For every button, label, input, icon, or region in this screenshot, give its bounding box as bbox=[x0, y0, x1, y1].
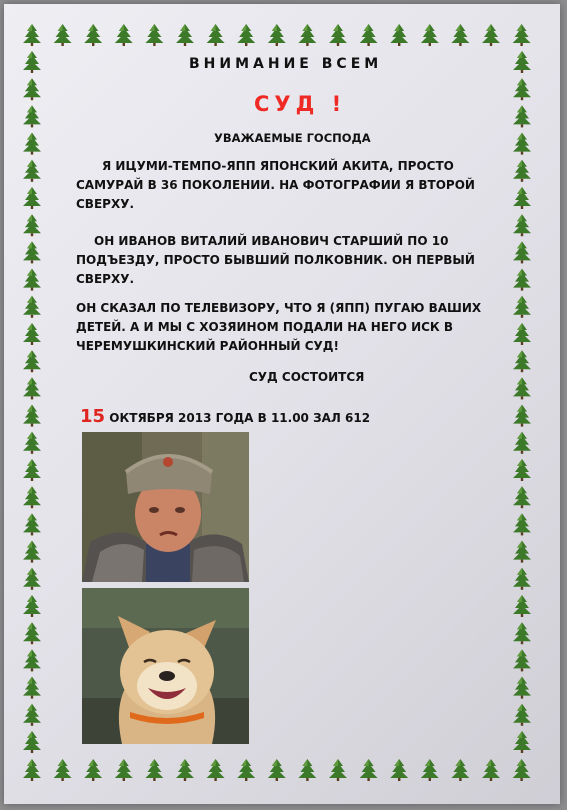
akita-dog-photo bbox=[82, 588, 249, 744]
tree-icon bbox=[23, 513, 41, 535]
greeting: УВАЖАЕМЫЕ ГОСПОДА bbox=[214, 131, 371, 145]
tree-icon bbox=[513, 704, 531, 726]
tree-icon bbox=[237, 24, 255, 46]
tree-icon bbox=[23, 486, 41, 508]
paragraph-2: ОН ИВАНОВ ВИТАЛИЙ ИВАНОВИЧ СТАРШИЙ ПО 10 ПОДЪЕЗДУ, ПРОСТО БЫВШИЙ ПОЛКОВНИК. ОН ПЕРВЫЙ СВЕРХУ. bbox=[76, 234, 475, 286]
tree-icon bbox=[23, 323, 41, 345]
tree-icon bbox=[23, 296, 41, 318]
tree-icon bbox=[207, 759, 225, 781]
tree-icon bbox=[23, 759, 41, 781]
notice-title: СУД ! bbox=[254, 92, 347, 116]
tree-icon bbox=[115, 759, 133, 781]
verdict-line: СУД СОСТОИТСЯ bbox=[249, 370, 365, 384]
tree-icon bbox=[513, 541, 531, 563]
tree-icon bbox=[207, 24, 225, 46]
tree-icon bbox=[84, 759, 102, 781]
tree-icon bbox=[23, 51, 41, 73]
tree-icon bbox=[360, 759, 378, 781]
paragraph-3: ОН СКАЗАЛ ПО ТЕЛЕВИЗОРУ, ЧТО Я (ЯПП) ПУГАЮ ВАШИХ ДЕТЕЙ. А И МЫ С ХОЗЯИНОМ ПОДАЛИ НА НЕГО ИСК В ЧЕРЕМУШКИНСКИЙ РАЙОННЫЙ СУД! bbox=[76, 301, 482, 353]
tree-icon bbox=[23, 187, 41, 209]
tree-icon bbox=[513, 622, 531, 644]
tree-icon bbox=[360, 24, 378, 46]
tree-icon bbox=[513, 459, 531, 481]
tree-icon bbox=[54, 759, 72, 781]
tree-icon bbox=[23, 78, 41, 100]
tree-icon bbox=[513, 133, 531, 155]
tree-icon bbox=[23, 350, 41, 372]
date-rest: ОКТЯБРЯ 2013 ГОДА В 11.00 ЗАЛ 612 bbox=[109, 411, 371, 425]
tree-icon bbox=[513, 677, 531, 699]
tree-icon bbox=[84, 24, 102, 46]
tree-icon bbox=[23, 541, 41, 563]
tree-icon bbox=[513, 568, 531, 590]
tree-icon bbox=[54, 24, 72, 46]
tree-icon bbox=[23, 105, 41, 127]
tree-icon bbox=[482, 759, 500, 781]
tree-icon bbox=[23, 677, 41, 699]
tree-icon bbox=[23, 731, 41, 753]
tree-icon bbox=[513, 377, 531, 399]
tree-icon bbox=[513, 731, 531, 753]
tree-icon bbox=[513, 432, 531, 454]
tree-icon bbox=[513, 759, 531, 781]
tree-icon bbox=[390, 24, 408, 46]
tree-icon bbox=[23, 405, 41, 427]
tree-icon bbox=[23, 24, 41, 46]
tree-icon bbox=[513, 105, 531, 127]
date-day: 15 bbox=[80, 406, 106, 427]
tree-icon bbox=[23, 704, 41, 726]
tree-icon bbox=[451, 24, 469, 46]
poster bbox=[4, 4, 560, 804]
tree-icon bbox=[176, 24, 194, 46]
tree-icon bbox=[23, 595, 41, 617]
tree-icon bbox=[145, 24, 163, 46]
tree-icon bbox=[329, 759, 347, 781]
tree-icon bbox=[23, 649, 41, 671]
tree-icon bbox=[513, 513, 531, 535]
tree-icon bbox=[513, 51, 531, 73]
tree-icon bbox=[237, 759, 255, 781]
paragraph-1: Я ИЦУМИ-ТЕМПО-ЯПП ЯПОНСКИЙ АКИТА, ПРОСТО САМУРАЙ В 36 ПОКОЛЕНИИ. НА ФОТОГРАФИИ Я ВТОРОЙ СВЕРХУ. bbox=[76, 159, 475, 211]
tree-icon bbox=[176, 759, 194, 781]
tree-icon bbox=[513, 486, 531, 508]
tree-icon bbox=[23, 622, 41, 644]
tree-icon bbox=[23, 568, 41, 590]
tree-icon bbox=[23, 432, 41, 454]
tree-icon bbox=[513, 649, 531, 671]
tree-icon bbox=[298, 24, 316, 46]
tree-icon bbox=[513, 78, 531, 100]
tree-icon bbox=[23, 133, 41, 155]
tree-icon bbox=[23, 160, 41, 182]
tree-icon bbox=[513, 405, 531, 427]
tree-icon bbox=[23, 377, 41, 399]
tree-icon bbox=[482, 24, 500, 46]
tree-icon bbox=[513, 24, 531, 46]
tree-icon bbox=[23, 459, 41, 481]
tree-icon bbox=[513, 595, 531, 617]
hearing-date bbox=[80, 406, 370, 427]
tree-icon bbox=[390, 759, 408, 781]
tree-icon bbox=[23, 214, 41, 236]
tree-icon bbox=[115, 24, 133, 46]
tree-icon bbox=[268, 759, 286, 781]
tree-icon bbox=[23, 241, 41, 263]
tree-icon bbox=[268, 24, 286, 46]
tree-icon bbox=[421, 24, 439, 46]
tree-icon bbox=[145, 759, 163, 781]
tree-icon bbox=[329, 24, 347, 46]
tree-icon bbox=[421, 759, 439, 781]
tree-icon bbox=[451, 759, 469, 781]
notice-heading: ВНИМАНИЕ ВСЕМ bbox=[189, 56, 383, 72]
man-in-fur-hat-photo bbox=[82, 432, 249, 582]
tree-icon bbox=[298, 759, 316, 781]
tree-icon bbox=[23, 269, 41, 291]
